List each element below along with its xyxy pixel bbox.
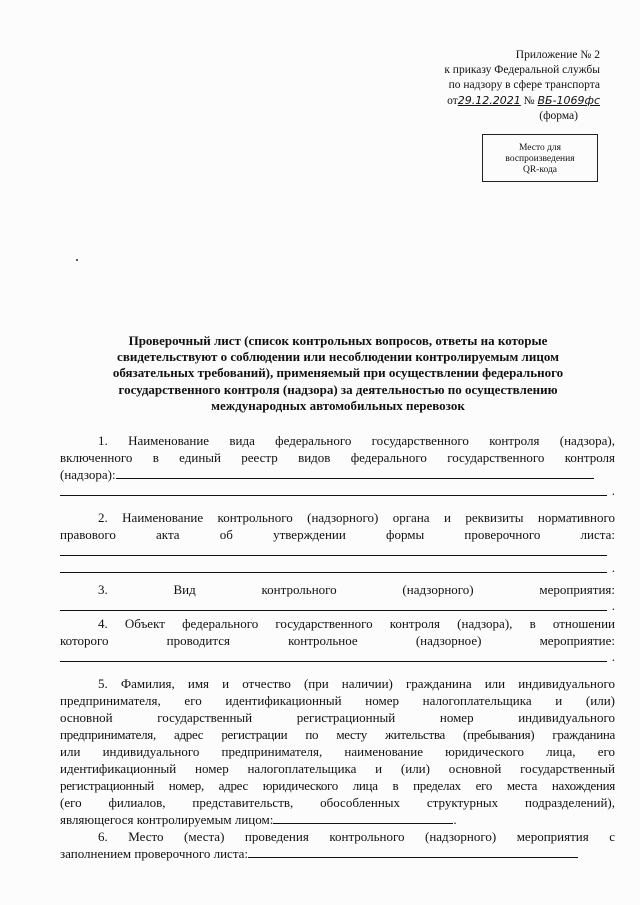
item-5: 5. Фамилия, имя и отчество (при наличии) гражданина или индивидуального предпринимателя, его идентификационный номер налогоплательщика и (или) основной государственный регистрационный номер индивидуального предпринимателя, адрес регистрации по месту жительства (пребывания) гражданина или индивидуального предпринимателя, наименование юридического лица, его идентификационный номер налогоплательщика и (или) основной государственный регистрационный номер, адрес юридического лица в пределах его места нахождения (его филиалов, представительств, обособленных структурных подразделений), являющегося контролируемым лицом: .	[60, 676, 615, 827]
fill-line[interactable]	[60, 543, 615, 560]
scan-speck	[76, 259, 78, 261]
appendix-agency: по надзору в сфере транспорта	[448, 79, 600, 91]
appendix-header	[400, 48, 600, 124]
handwritten-order-number: ВБ-1069фс	[537, 94, 600, 107]
item-2: 2. Наименование контрольного (надзорного) органа и реквизиты нормативного правового акта об утверждении формы проверочного листа: .	[60, 510, 615, 575]
handwritten-date: 29.12.2021	[457, 94, 521, 107]
page-title: Проверочный лист (список контрольных вопросов, ответы на которые свидетельствуют о соблюдении или несоблюдении контролируемым лицом обязательных требований), применяемый при осуществлении федерального государственного контроля (надзора) за деятельностью по осуществлению международных автомобильных перевозок	[112, 333, 564, 413]
qr-code-placeholder: Место для воспроизведения QR-кода	[482, 134, 598, 182]
fill-line[interactable]: .	[60, 560, 615, 577]
fill-line[interactable]: .	[60, 649, 615, 666]
fill-line[interactable]	[273, 811, 453, 824]
fill-line[interactable]: .	[60, 598, 615, 615]
item-6: 6. Место (места) проведения контрольного (надзорного) мероприятия с заполнением проверочного листа:	[60, 829, 615, 861]
form-label: (форма)	[539, 110, 578, 122]
item-1: 1. Наименование вида федерального государственного контроля (надзора), включенного в единый реестр видов федерального государственного контроля (надзора): .	[60, 433, 615, 498]
appendix-number: Приложение № 2	[515, 49, 600, 61]
fill-line[interactable]: .	[60, 483, 615, 500]
fill-line[interactable]	[248, 845, 578, 858]
appendix-date-number: от29.12.2021 № ВБ-1069фс	[447, 94, 600, 107]
item-3: 3. Вид контрольного (надзорного) мероприятия: .	[60, 581, 615, 615]
appendix-order-ref: к приказу Федеральной службы	[444, 64, 600, 76]
checklist-body	[60, 432, 615, 862]
item-4: 4. Объект федерального государственного контроля (надзора), в отношении которого проводится контрольное (надзорное) мероприятие: .	[60, 616, 615, 664]
fill-line[interactable]	[116, 466, 594, 479]
